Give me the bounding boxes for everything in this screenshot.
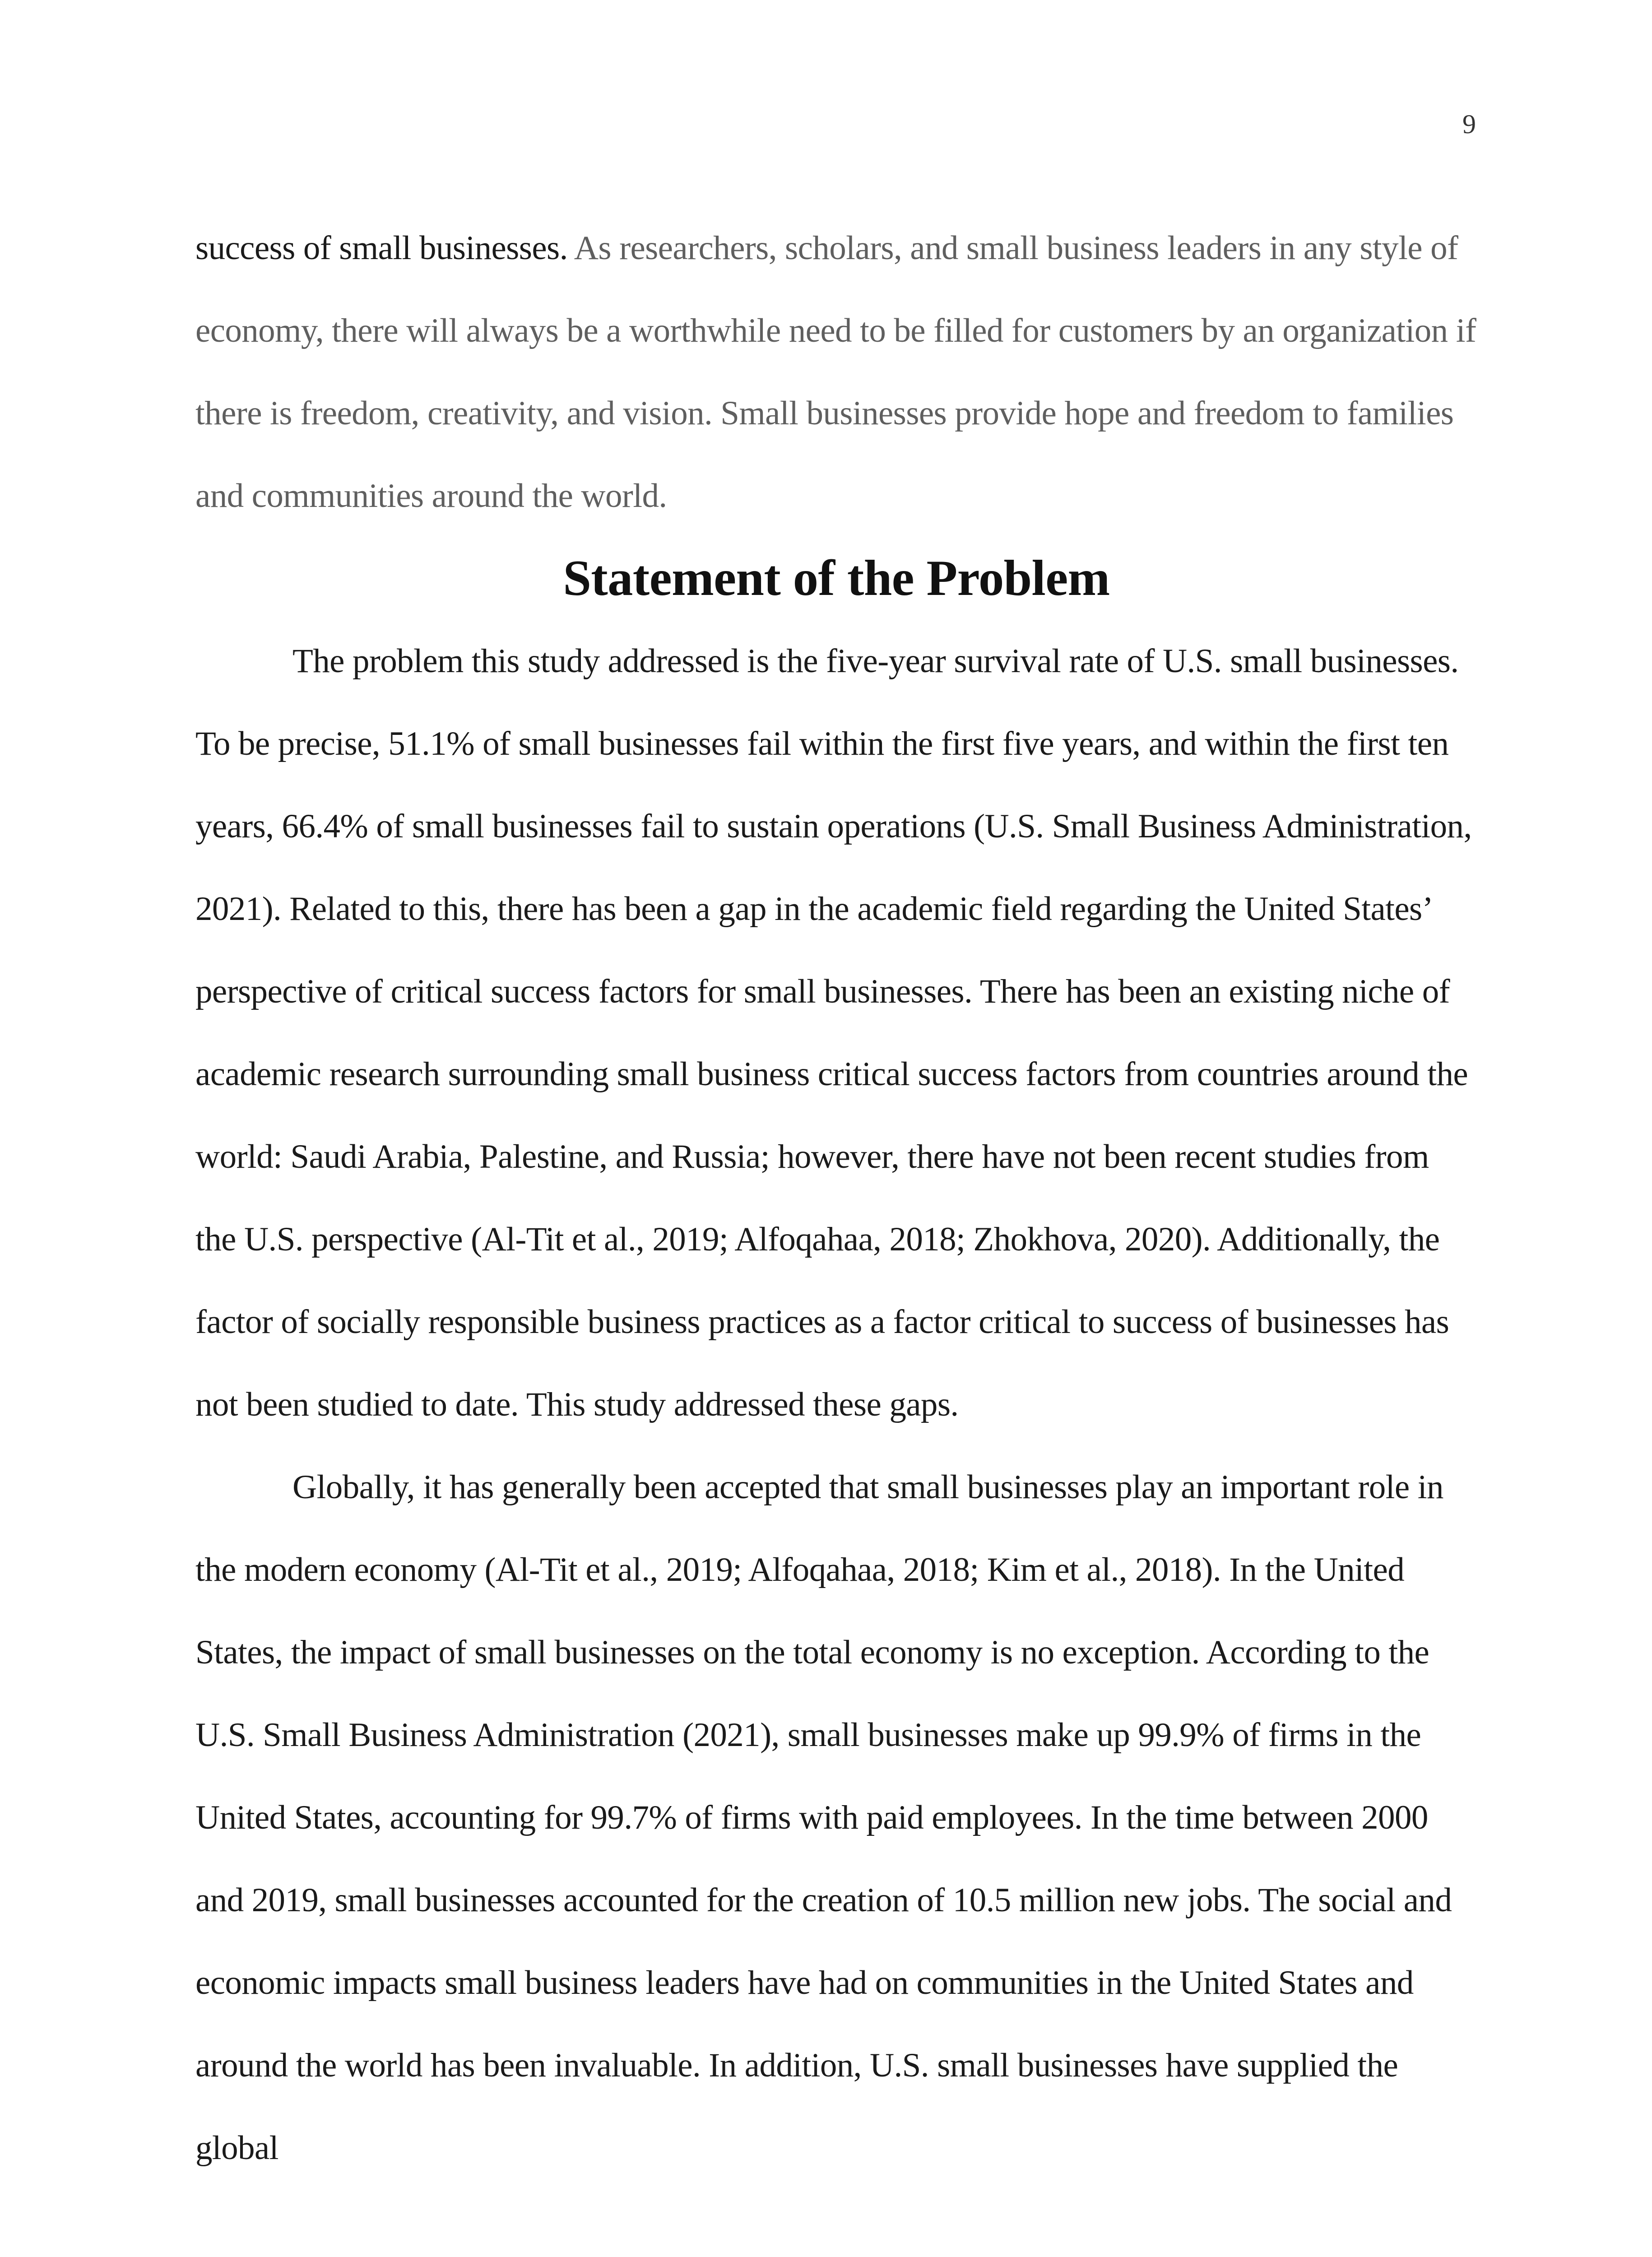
global-impact-paragraph: Globally, it has generally been accepted that small businesses play an important role in the modern economy (Al-Tit et al., 2019; Alfoqahaa, 2018; Kim et al., 2018). In the United States, the impact of small businesses on the total economy is no exception. According to the U.S. Small Business Administration (2021), small businesses make up 99.9% of firms in the United States, accounting for 99.7% of firms with paid employees. In the time between 2000 and 2019, small businesses accounted for the creation of 10.5 million new jobs. The social and economic impacts small business leaders have had on communities in the United States and around the world has been invaluable. In addition, U.S. small businesses have supplied the global (195, 1468, 1452, 2167)
section-heading: Statement of the Problem (563, 550, 1110, 606)
page-number: 9 (1462, 109, 1476, 139)
intro-paragraph (195, 207, 1477, 537)
document-body (195, 207, 1477, 2189)
problem-paragraph: The problem this study addressed is the five-year survival rate of U.S. small businesses. To be precise, 51.1% of small businesses fail within the first five years, and within the first ten years, 66.4% of small businesses fail to sustain operations (U.S. Small Business Administration, 2021). Related to this, there has been a gap in the academic field regarding the United States’ perspective of critical success factors for small businesses. There has been an existing niche of academic research surrounding small business critical success factors from countries around the world: Saudi Arabia, Palestine, and Russia; however, there have not been recent studies from the U.S. perspective (Al-Tit et al., 2019; Alfoqahaa, 2018; Zhokhova, 2020). Additionally, the factor of socially responsible business practices as a factor critical to success of businesses has not been studied to date. This study addressed these gaps. (195, 642, 1472, 1423)
intro-paragraph-rest: As researchers, scholars, and small business leaders in any style of economy, there will always be a worthwhile need to be filled for customers by an organization if there is freedom, creativity, and vision. Small businesses provide hope and freedom to families and communities around the world. (195, 229, 1476, 515)
intro-paragraph-lead: success of small businesses. (195, 229, 568, 267)
